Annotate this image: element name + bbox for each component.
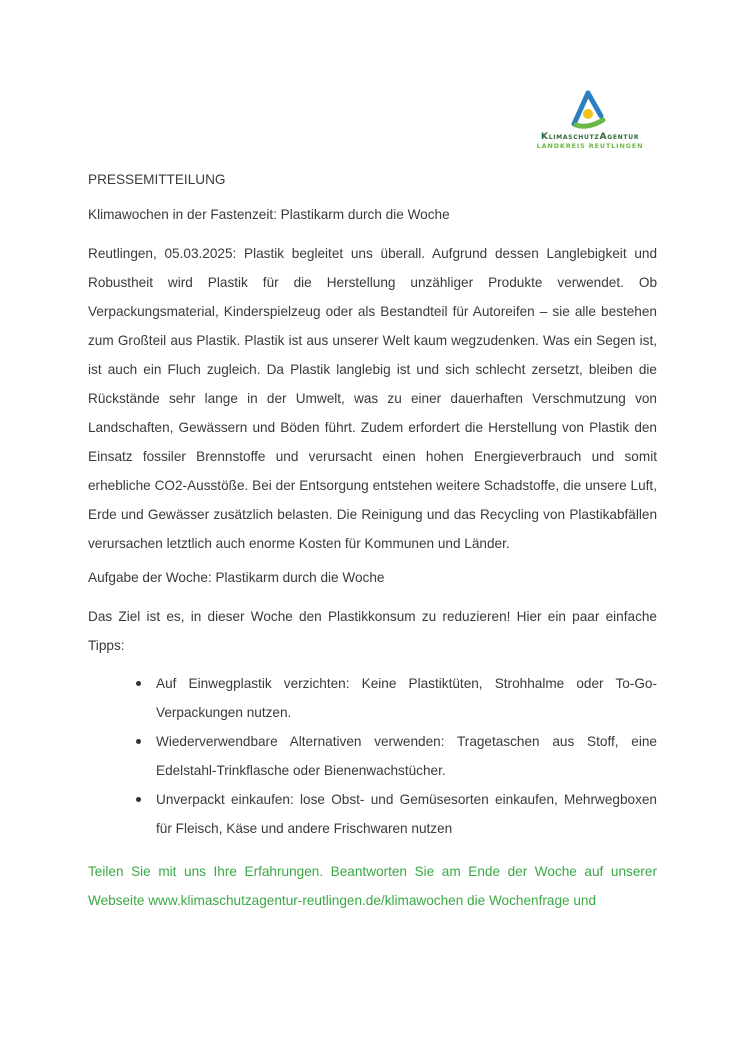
klimaschutzagentur-logo — [524, 90, 656, 154]
intro-paragraph: Reutlingen, 05.03.2025: Plastik begleitet uns überall. Aufgrund dessen Langlebigkeit und Robustheit wird Plastik für die Herstellung unzähliger Produkte verwendet. Ob Verpackungsmaterial, Kinderspielzeug oder als Bestandteil für Autoreifen – sie alle bestehen zum Großteil aus Plastik. Plastik ist aus unserer Welt kaum wegzudenken. Was ein Segen ist, ist auch ein Fluch zugleich. Da Plastik langlebig ist und sich schlecht zersetzt, bleiben die Rückstände sehr lange in der Umwelt, was zu einer dauerhaften Verschmutzung von Landschaften, Gewässern und Böden führt. Zudem erfordert die Herstellung von Plastik den Einsatz fossiler Brennstoffe und verursacht einen hohen Energieverbrauch und somit erhebliche CO2-Ausstöße. Bei der Entsorgung entstehen weitere Schadstoffe, die unsere Luft, Erde und Gewässer zusätzlich belasten. Die Reinigung und das Recycling von Plastikabfällen verursachen letztlich auch enorme Kosten für Kommunen und Länder. — [88, 246, 657, 551]
press-release-body — [88, 169, 657, 915]
logo-wordmark: KlimaschutzAgentur — [540, 131, 640, 142]
closing-call-to-action: Teilen Sie mit uns Ihre Erfahrungen. Beantworten Sie am Ende der Woche auf unserer Webseite www.klimaschutzagentur-reutlingen.de/klimawochen die Wochenfrage und — [88, 864, 657, 908]
list-item: Auf Einwegplastik verzichten: Keine Plastiktüten, Strohhalme oder To-Go-Verpackungen nutzen. — [156, 669, 657, 727]
headline: Klimawochen in der Fastenzeit: Plastikarm durch die Woche — [88, 207, 450, 222]
logo-subtitle: LANDKREIS REUTLINGEN — [536, 142, 644, 150]
tips-list — [88, 669, 657, 843]
document-label: PRESSEMITTEILUNG — [88, 172, 226, 187]
task-intro: Das Ziel ist es, in dieser Woche den Plastikkonsum zu reduzieren! Hier ein paar einfache Tipps: — [88, 609, 657, 653]
list-item: Unverpackt einkaufen: lose Obst- und Gemüsesorten einkaufen, Mehrwegboxen für Fleisch, Käse und andere Frischwaren nutzen — [156, 785, 657, 843]
triangle-logo-icon — [568, 90, 608, 130]
task-heading: Aufgabe der Woche: Plastikarm durch die Woche — [88, 570, 385, 585]
list-item: Wiederverwendbare Alternativen verwenden: Tragetaschen aus Stoff, eine Edelstahl-Trinkflasche oder Bienenwachstücher. — [156, 727, 657, 785]
